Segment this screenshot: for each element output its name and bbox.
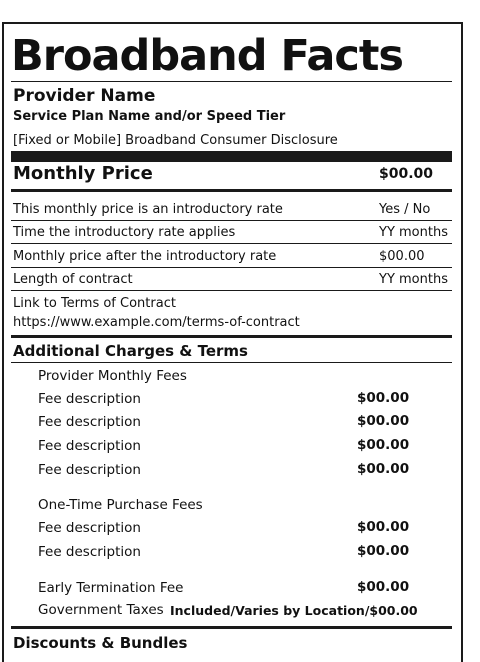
disclosure-type: [Fixed or Mobile] Broadband Consumer Disclosure [13, 133, 338, 148]
terms-link-label: Link to Terms of Contract [13, 296, 176, 311]
row-divider [11, 362, 452, 363]
monthly-price-value: $00.00 [379, 166, 434, 182]
one-time-fee-value: $00.00 [357, 519, 410, 535]
one-time-fees-label: One-Time Purchase Fees [38, 497, 203, 513]
monthly-price-label: Monthly Price [13, 163, 153, 184]
one-time-fee-description: Fee description [38, 544, 141, 560]
monthly-fee-description: Fee description [38, 414, 141, 430]
section-divider [11, 626, 452, 629]
monthly-fee-value: $00.00 [357, 413, 410, 429]
monthly-fee-value: $00.00 [357, 461, 410, 477]
row-divider [11, 290, 452, 291]
discounts-bundles-heading: Discounts & Bundles [13, 634, 188, 652]
additional-charges-heading: Additional Charges & Terms [13, 342, 248, 360]
row-divider [11, 220, 452, 221]
section-divider [11, 335, 452, 338]
monthly-price-divider [11, 189, 452, 192]
government-taxes-value: Included/Varies by Location/$00.00 [170, 603, 418, 618]
intro-rate-value: Yes / No [379, 202, 431, 217]
plan-name: Service Plan Name and/or Speed Tier [13, 109, 286, 124]
monthly-fee-description: Fee description [38, 462, 141, 478]
contract-length-value: YY months [379, 272, 448, 287]
monthly-fee-description: Fee description [38, 391, 141, 407]
intro-time-label: Time the introductory rate applies [13, 225, 236, 240]
label-title: Broadband Facts [11, 31, 403, 81]
after-intro-value: $00.00 [379, 249, 425, 264]
monthly-fee-description: Fee description [38, 438, 141, 454]
monthly-fee-value: $00.00 [357, 437, 410, 453]
thick-divider [11, 151, 452, 162]
monthly-fee-value: $00.00 [357, 390, 410, 406]
one-time-fee-value: $00.00 [357, 543, 410, 559]
row-divider [11, 243, 452, 244]
after-intro-label: Monthly price after the introductory rate [13, 249, 277, 264]
terms-link[interactable]: https://www.example.com/terms-of-contract [13, 315, 300, 330]
title-divider [11, 81, 452, 82]
intro-time-value: YY months [379, 225, 448, 240]
intro-rate-label: This monthly price is an introductory rate [13, 202, 283, 217]
monthly-fees-label: Provider Monthly Fees [38, 368, 187, 384]
early-termination-value: $00.00 [357, 579, 410, 595]
row-divider [11, 267, 452, 268]
provider-name: Provider Name [13, 86, 156, 106]
early-termination-label: Early Termination Fee [38, 580, 184, 596]
government-taxes-label: Government Taxes [38, 602, 164, 618]
one-time-fee-description: Fee description [38, 520, 141, 536]
contract-length-label: Length of contract [13, 272, 133, 287]
